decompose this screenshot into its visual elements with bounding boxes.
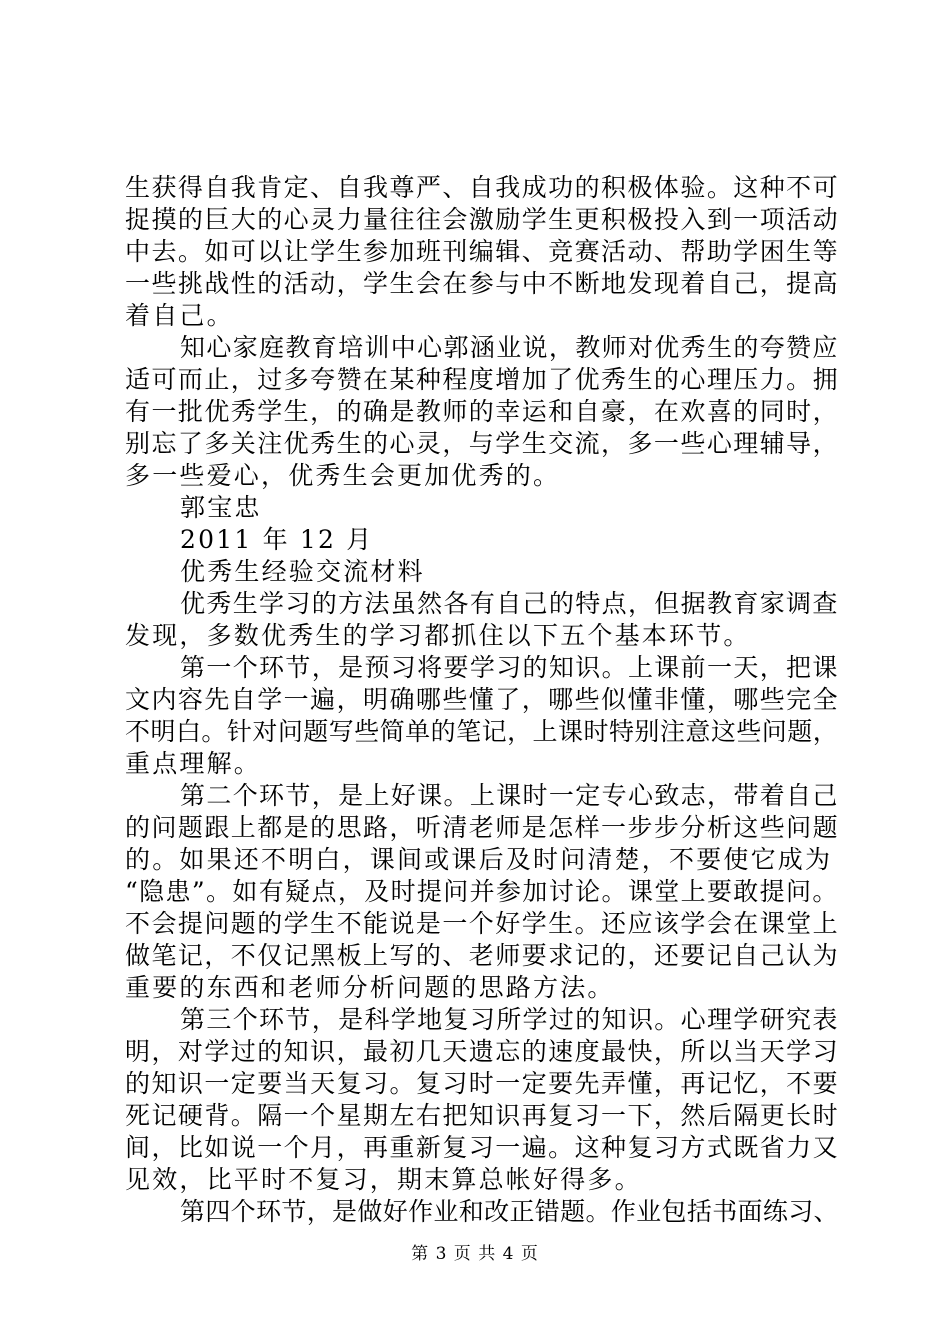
- text-line: 的。如果还不明白，课间或课后及时问清楚，不要使它成为: [125, 845, 833, 874]
- text-line: 第一个环节，是预习将要学习的知识。上课前一天，把课: [180, 653, 839, 682]
- text-line: 一些挑战性的活动，学生会在参与中不断地发现着自己，提高: [125, 269, 840, 298]
- text-line: 的知识一定要当天复习。复习时一定要先弄懂，再记忆，不要: [125, 1069, 840, 1098]
- text-line: 着自己。: [125, 301, 234, 330]
- text-line: 死记硬背。隔一个星期左右把知识再复习一下，然后隔更长时: [125, 1101, 840, 1130]
- text-line: “隐患”。如有疑点，及时提问并参加讨论。课堂上要敢提问。: [125, 877, 839, 906]
- text-line: 郭宝忠: [180, 493, 262, 522]
- document-body: [125, 172, 840, 1228]
- text-line: 多一些爱心，优秀生会更加优秀的。: [125, 461, 561, 490]
- text-line: 别忘了多关注优秀生的心灵，与学生交流，多一些心理辅导，: [125, 429, 840, 458]
- text-line: 2011 年 12 月: [180, 525, 374, 554]
- text-line: 文内容先自学一遍，明确哪些懂了，哪些似懂非懂，哪些完全: [125, 685, 840, 714]
- text-line: 明，对学过的知识，最初几天遗忘的速度最快，所以当天学习: [125, 1037, 840, 1066]
- text-line: 间，比如说一个月，再重新复习一遍。这种复习方式既省力又: [125, 1133, 840, 1162]
- text-line: 有一批优秀学生，的确是教师的幸运和自豪，在欢喜的同时，: [125, 397, 840, 426]
- text-line: 第四个环节，是做好作业和改正错题。作业包括书面练习、: [180, 1197, 839, 1226]
- text-line: 优秀生学习的方法虽然各有自己的特点，但据教育家调查: [180, 589, 839, 618]
- text-line: 做笔记，不仅记黑板上写的、老师要求记的，还要记自己认为: [125, 941, 840, 970]
- text-line: 第二个环节，是上好课。上课时一定专心致志，带着自己: [180, 781, 839, 810]
- text-line: 第三个环节，是科学地复习所学过的知识。心理学研究表: [180, 1005, 839, 1034]
- text-line: 不明白。针对问题写些简单的笔记，上课时特别注意这些问题，: [125, 717, 839, 746]
- text-line: 的问题跟上都是的思路，听清老师是怎样一步步分析这些问题: [125, 813, 840, 842]
- text-line: 知心家庭教育培训中心郭涵业说，教师对优秀生的夸赞应: [180, 333, 839, 362]
- text-line: 适可而止，过多夸赞在某种程度增加了优秀生的心理压力。拥: [125, 365, 840, 394]
- text-line: 优秀生经验交流材料: [180, 557, 425, 586]
- text-line: 见效，比平时不复习，期末算总帐好得多。: [125, 1165, 642, 1194]
- text-line: 捉摸的巨大的心灵力量往往会激励学生更积极投入到一项活动: [125, 205, 840, 234]
- text-line: 重要的东西和老师分析问题的思路方法。: [125, 973, 615, 1002]
- text-line: 中去。如可以让学生参加班刊编辑、竞赛活动、帮助学困生等: [125, 237, 840, 266]
- text-line: 重点理解。: [125, 749, 262, 778]
- text-line: 发现，多数优秀生的学习都抓住以下五个基本环节。: [125, 621, 751, 650]
- text-line: 不会提问题的学生不能说是一个好学生。还应该学会在课堂上: [125, 909, 840, 938]
- page-footer: 第 3 页 共 4 页: [411, 1244, 539, 1264]
- text-line: 生获得自我肯定、自我尊严、自我成功的积极体验。这种不可: [125, 173, 840, 202]
